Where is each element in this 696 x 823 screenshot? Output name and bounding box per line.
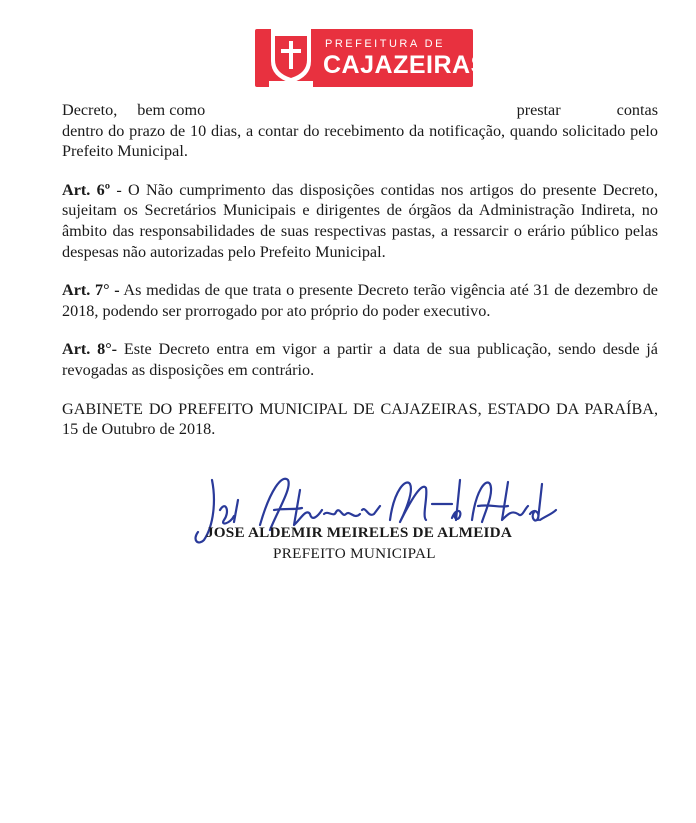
word: Decreto, (62, 101, 118, 119)
signatory-name: JOSE ALDEMIR MEIRELES DE ALMEIDA (206, 524, 512, 541)
article-8 (62, 339, 658, 380)
article-6 (62, 180, 658, 262)
paragraph-continuation (62, 100, 658, 162)
paragraph-text: dentro do prazo de 10 dias, a contar do recebimento da notificação, quando solicitado pelo Prefeito Municipal. (62, 121, 658, 161)
word: bem como (137, 101, 206, 119)
signature-block (0, 470, 696, 580)
word: contas (616, 101, 658, 119)
article-label: Art. 8°- (62, 340, 118, 359)
city-crest-icon (261, 19, 321, 89)
logo-title: CAJAZEIRAS (323, 51, 488, 79)
article-7 (62, 280, 658, 321)
prefeitura-logo (255, 19, 488, 87)
decree-body (62, 100, 658, 440)
article-text: As medidas de que trata o presente Decreto terão vigência até 31 de dezembro de 2018, podendo ser prorrogado por ato próprio do poder executivo. (62, 281, 658, 320)
word: prestar (516, 101, 561, 119)
article-text: Este Decreto entra em vigor a partir a data de sua publicação, sendo desde já revogadas as disposições em contrário. (62, 340, 658, 379)
signatory-title: PREFEITO MUNICIPAL (273, 545, 436, 562)
logo-subtitle: PREFEITURA DE (325, 38, 445, 50)
article-text: - O Não cumprimento das disposições contidas nos artigos do presente Decreto, sujeitam os Secretários Municipais e dirigentes de órgãos da Administração Indireta, no âmbito das responsabilidades de suas respectivas pastas, a ressarcir o erário público pelas despesas não autorizadas pelo Prefeito Municipal. (62, 180, 658, 261)
article-label: Art. 6º (62, 180, 111, 199)
closing-statement: GABINETE DO PREFEITO MUNICIPAL DE CAJAZEIRAS, ESTADO DA PARAÍBA, 15 de Outubro de 2018. (62, 399, 658, 439)
article-label: Art. 7° - (62, 281, 120, 300)
